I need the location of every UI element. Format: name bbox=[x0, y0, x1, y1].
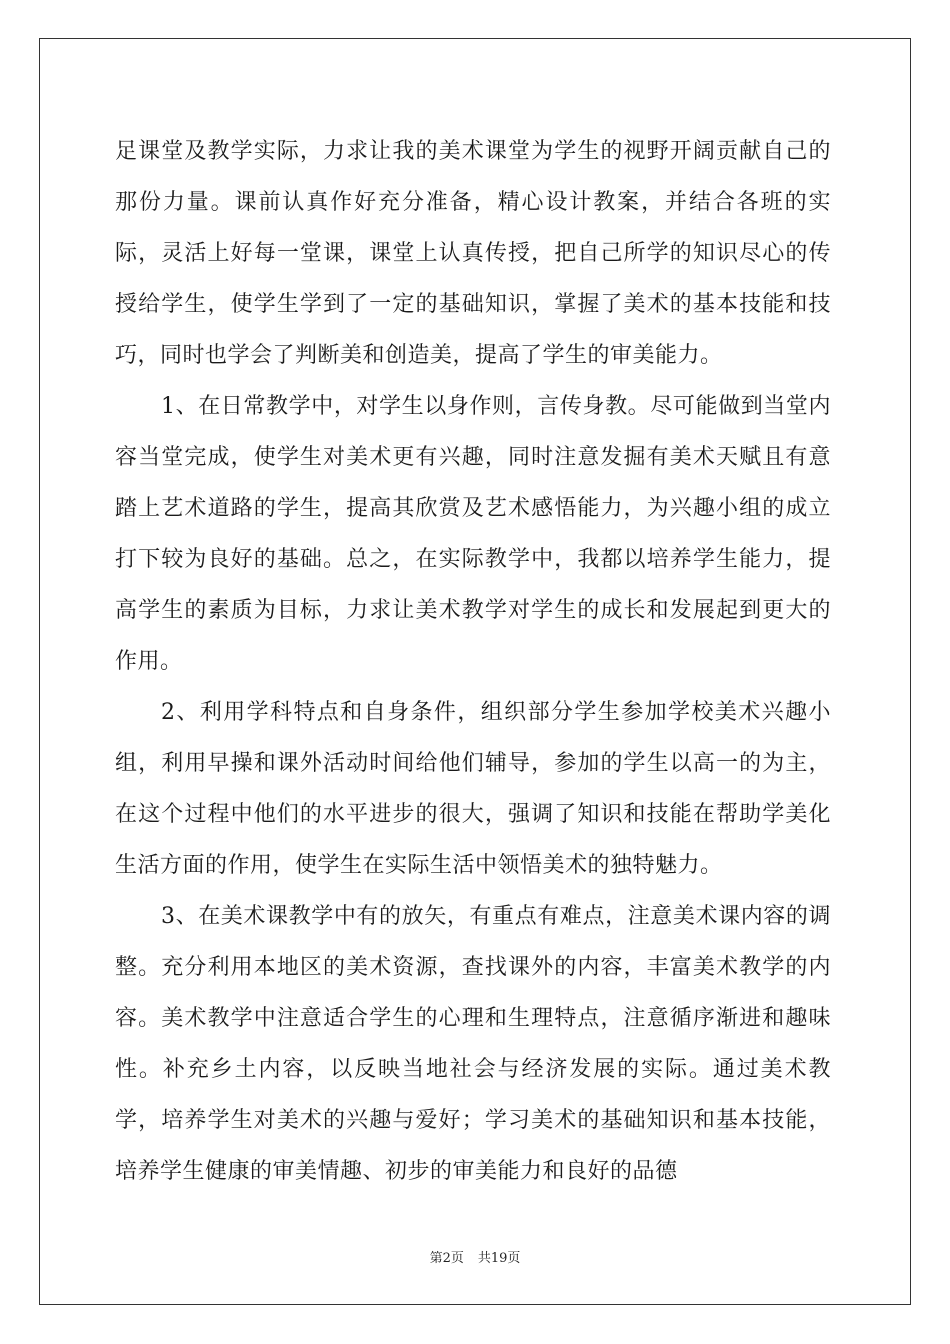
paragraph-3: 2、利用学科特点和自身条件，组织部分学生参加学校美术兴趣小组，利用早操和课外活动时间给他们辅导，参加的学生以高一的为主，在这个过程中他们的水平进步的很大，强调了知识和技能在帮助学美化生活方面的作用，使学生在实际生活中领悟美术的独特魅力。 bbox=[115, 700, 831, 878]
document-body bbox=[115, 126, 831, 1197]
paragraph-2: 1、在日常教学中，对学生以身作则，言传身教。尽可能做到当堂内容当堂完成，使学生对美术更有兴趣，同时注意发掘有美术天赋且有意踏上艺术道路的学生，提高其欣赏及艺术感悟能力，为兴趣小组的成立打下较为良好的基础。总之，在实际教学中，我都以培养学生能力，提高学生的素质为目标，力求让美术教学对学生的成长和发展起到更大的作用。 bbox=[115, 394, 831, 674]
page-number: 第2页 bbox=[429, 1251, 464, 1266]
paragraph-1: 足课堂及教学实际，力求让我的美术课堂为学生的视野开阔贡献自己的那份力量。课前认真作好充分准备，精心设计教案，并结合各班的实际，灵活上好每一堂课，课堂上认真传授，把自己所学的知识尽心的传授给学生，使学生学到了一定的基础知识，掌握了美术的基本技能和技巧，同时也学会了判断美和创造美，提高了学生的审美能力。 bbox=[115, 139, 831, 368]
page-footer bbox=[0, 1247, 950, 1266]
paragraph-4: 3、在美术课教学中有的放矢，有重点有难点，注意美术课内容的调整。充分利用本地区的美术资源，查找课外的内容，丰富美术教学的内容。美术教学中注意适合学生的心理和生理特点，注意循序渐进和趣味性。补充乡土内容，以反映当地社会与经济发展的实际。通过美术教学，培养学生对美术的兴趣与爱好；学习美术的基础知识和基本技能，培养学生健康的审美情趣、初步的审美能力和良好的品德 bbox=[115, 904, 831, 1184]
page-total: 共19页 bbox=[477, 1251, 521, 1266]
